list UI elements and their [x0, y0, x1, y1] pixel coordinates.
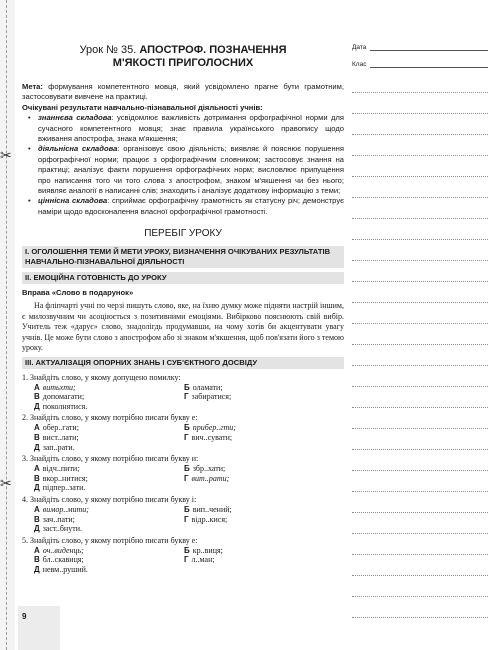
option-letter: Г — [184, 555, 189, 565]
option-word: заст..бнути. — [42, 524, 82, 534]
option-word: кр..виця; — [192, 545, 223, 555]
outcome-text: : організовує свою діяльність; виявляє й пояснює порушення орфографічної норми; працює з орфографічним словником; застосовує знання на практиці; аналізує факти порушення орфографічних норм; висловлює припущення про написання того чи того слова з апострофом, знаком м'якшення чи без нього; виявляє аналогії в написанні слів; знаходить і аналізує додаткову інформацію з теми; — [38, 144, 344, 196]
class-field[interactable] — [352, 61, 488, 68]
note-line[interactable] — [352, 533, 488, 534]
note-line[interactable] — [352, 239, 488, 240]
note-line[interactable] — [352, 617, 488, 618]
option-letter: А — [34, 504, 40, 514]
answer-option[interactable] — [184, 474, 334, 484]
option-word: вип..чений; — [192, 504, 232, 514]
answer-option[interactable] — [34, 392, 184, 402]
option-word: обер..гати; — [42, 423, 79, 433]
note-line[interactable] — [352, 386, 488, 387]
note-line[interactable] — [352, 407, 488, 408]
option-letter: Г — [184, 392, 189, 402]
note-line[interactable] — [352, 113, 488, 114]
answer-option[interactable] — [184, 392, 334, 402]
option-letter: Г — [184, 514, 189, 524]
option-letter: Г — [184, 473, 189, 483]
option-word: л..ман; — [191, 555, 215, 565]
note-line[interactable] — [352, 281, 488, 282]
note-line[interactable] — [352, 302, 488, 303]
answer-option[interactable] — [184, 433, 334, 443]
question-block — [22, 413, 344, 452]
answer-option[interactable] — [184, 423, 334, 433]
option-word: зап..рати. — [42, 442, 75, 452]
outcome-item: • ціннісна складова: сприймає орфографічну грамотність як статусну річ; демонструє наміри щодо вдосконалення власної орфографічної грамотності. — [28, 196, 344, 216]
option-word: вит..рати; — [191, 473, 230, 483]
note-line[interactable] — [352, 470, 488, 471]
page-number: 9 — [22, 612, 27, 621]
lesson-content — [22, 44, 344, 575]
option-letter: А — [34, 423, 40, 433]
option-word: оч..виденць; — [42, 545, 84, 555]
note-line[interactable] — [352, 512, 488, 513]
option-letter: А — [34, 382, 40, 392]
option-word: зач..пати; — [42, 514, 75, 524]
goal-label: Мета: — [22, 82, 43, 91]
option-letter: В — [34, 392, 40, 402]
question-block — [22, 373, 344, 412]
scissors-icon: ✂ — [0, 475, 12, 491]
answer-options — [34, 423, 344, 452]
option-word: вич..сувати; — [191, 432, 233, 442]
section-heading-3: ІІІ. АКТУАЛІЗАЦІЯ ОПОРНИХ ЗНАНЬ І СУБ'ЄКТНОГО ДОСВІДУ — [22, 357, 344, 369]
option-letter: Д — [34, 564, 40, 574]
lesson-title-line2: М'ЯКОСТІ ПРИГОЛОСНИХ — [112, 57, 254, 69]
note-line[interactable] — [352, 92, 488, 93]
answer-option[interactable] — [34, 515, 184, 525]
lesson-number: Урок № 35. — [79, 44, 137, 56]
answer-options — [34, 546, 344, 575]
exercise-text: На фліпчарті учні по черзі пишуть слово, яке, на їхню думку може підняти настрій іншим, є милозвучним чи асоціюється з позитивними емоціями. Вибірково пояснюють свій вибір. Учитель теж «дарує» слово, знадолігдь продумавши, на чому хотів би акцентувати увагу учнів. Це може бути слово з апострофом або зі знаком м'якшення, щоб пов'язати його з темою уроку. — [22, 301, 344, 353]
outcome-label: знаннєва складова — [38, 113, 112, 123]
option-word: вимор..мити; — [42, 504, 89, 514]
question-text: 3. Знайдіть слово, у якому потрібно писати букву и: — [22, 454, 199, 464]
option-word: підпер..зати. — [42, 483, 86, 493]
answer-options — [34, 464, 344, 493]
note-line[interactable] — [352, 365, 488, 366]
option-word: поколнятися. — [42, 401, 88, 411]
option-word: оламати; — [192, 382, 223, 392]
option-word: допомагати; — [42, 392, 85, 402]
note-line[interactable] — [352, 155, 488, 156]
option-letter: В — [34, 555, 40, 565]
note-line[interactable] — [352, 491, 488, 492]
outcome-item: • знаннєва складова: усвідомлює важливість дотримання орфографічної норми для сучасного компетентного мовця; знає правила українського правопису щодо вживання апострофа, знака м'якшення; — [28, 113, 344, 144]
answer-option[interactable] — [34, 524, 184, 534]
note-line[interactable] — [352, 575, 488, 576]
option-word: відч..пити; — [42, 464, 80, 474]
option-letter: Б — [184, 464, 190, 474]
option-word: збр..хати; — [192, 464, 226, 474]
option-letter: Д — [34, 401, 40, 411]
question-text: 1. Знайдіть слово, у якому допущено помилку: — [22, 372, 181, 382]
answer-option[interactable] — [184, 505, 334, 515]
note-line[interactable] — [352, 134, 488, 135]
scissors-icon: ✂ — [0, 147, 12, 163]
answer-option[interactable] — [34, 546, 184, 556]
section-heading-2: ІІ. ЕМОЦІЙНА ГОТОВНІСТЬ ДО УРОКУ — [22, 272, 344, 284]
note-line[interactable] — [352, 428, 488, 429]
option-letter: А — [34, 545, 40, 555]
option-letter: Б — [184, 423, 190, 433]
answer-option[interactable] — [34, 383, 184, 393]
note-line[interactable] — [352, 554, 488, 555]
question-text: 2. Знайдіть слово, у якому потрібно писати букву е: — [22, 413, 198, 423]
option-letter: Д — [34, 442, 40, 452]
option-letter: А — [34, 464, 40, 474]
exercise-title: Вправа «Слово в подарунок» — [22, 287, 134, 297]
answer-option[interactable] — [34, 464, 184, 474]
goal-text: формування компетентного мовця, який усвідомлено прагне бути грамотним, застосовувати вивчене на практиці. — [22, 82, 344, 102]
option-letter: В — [34, 473, 40, 483]
test-questions — [22, 373, 344, 575]
answer-option[interactable] — [34, 474, 184, 484]
lesson-title-line1: АПОСТРОФ. ПОЗНАЧЕННЯ — [139, 44, 287, 56]
answer-option[interactable] — [34, 402, 184, 412]
lesson-flow-heading: ПЕРЕБІГ УРОКУ — [144, 228, 222, 240]
answer-option[interactable] — [34, 565, 184, 575]
option-word: прибер..гти; — [192, 423, 236, 433]
note-line[interactable] — [352, 323, 488, 324]
question-text: 5. Знайдіть слово, у якому потрібно писати букву е: — [22, 535, 198, 545]
class-label: Клас — [352, 61, 367, 68]
outcome-item: • діяльнісна складова: організовує свою діяльність; виявляє й пояснює порушення орфографічної норми; працює з орфографічним словником; застосовує знання на практиці; аналізує факти порушення орфографічних норм; висловлює припущення про написання того чи того слова з апострофом, знаком м'якшення чи без нього; виявляє аналогії в написанні слів; знаходить і аналізує додаткову інформацію з теми; — [28, 144, 344, 196]
note-line[interactable] — [352, 449, 488, 450]
answer-options — [34, 505, 344, 534]
outcome-text: : сприймає орфографічну грамотність як статусну річ; демонструє наміри щодо вдосконалення власної орфографічної грамотності. — [38, 196, 344, 216]
question-text: 4. Знайдіть слово, у якому потрібно писати букву і: — [22, 494, 197, 504]
answer-options — [34, 383, 344, 412]
class-line[interactable] — [370, 61, 488, 68]
answer-option[interactable] — [184, 555, 334, 565]
answer-option[interactable] — [184, 383, 334, 393]
answer-option[interactable] — [34, 433, 184, 443]
option-word: забиратися; — [191, 392, 232, 402]
option-letter: Г — [184, 432, 189, 442]
answer-option[interactable] — [34, 443, 184, 453]
answer-option[interactable] — [34, 555, 184, 565]
lesson-title — [22, 44, 344, 70]
note-line[interactable] — [352, 344, 488, 345]
question-block — [22, 536, 344, 575]
answer-option[interactable] — [34, 423, 184, 433]
side-panel — [352, 44, 488, 78]
option-letter: Б — [184, 504, 190, 514]
option-word: бл..скавиця; — [42, 555, 84, 565]
option-letter: Д — [34, 483, 40, 493]
option-word: відр..кися; — [191, 514, 228, 524]
note-line[interactable] — [352, 197, 488, 198]
section-heading-1: І. ОГОЛОШЕННЯ ТЕМИ Й МЕТИ УРОКУ, ВИЗНАЧЕННЯ ОЧІКУВАНИХ РЕЗУЛЬТАТІВ НАВЧАЛЬНО-ПІЗНАВАЛЬНОЇ ДІЯЛЬНОСТІ — [22, 246, 344, 268]
option-word: невм..руший. — [42, 564, 88, 574]
option-letter: Б — [184, 382, 190, 392]
date-line[interactable] — [370, 44, 488, 51]
option-word: вист..лати; — [42, 432, 79, 442]
question-block — [22, 454, 344, 493]
date-label: Дата — [352, 44, 367, 51]
note-line[interactable] — [352, 596, 488, 597]
answer-option[interactable] — [34, 505, 184, 515]
cut-line — [6, 0, 7, 650]
outcome-label: ціннісна складова — [38, 196, 108, 206]
answer-option[interactable] — [184, 464, 334, 474]
option-word: вкор..нитися; — [42, 473, 88, 483]
note-line[interactable] — [352, 218, 488, 219]
cut-margin — [0, 0, 15, 650]
question-block — [22, 495, 344, 534]
outcome-text: : усвідомлює важливість дотримання орфографічної норми для сучасного компетентного мовця; знає правила українського правопису щодо вживання апострофа, знака м'якшення; — [38, 113, 344, 144]
outcome-label: діяльнісна складова — [38, 144, 118, 154]
option-letter: В — [34, 432, 40, 442]
note-line[interactable] — [352, 176, 488, 177]
answer-option[interactable] — [184, 546, 334, 556]
option-letter: В — [34, 514, 40, 524]
answer-option[interactable] — [34, 483, 184, 493]
lesson-goal — [22, 82, 344, 103]
option-word: витьхти; — [42, 382, 76, 392]
outcomes-heading: Очікувані результати навчально-пізнавальної діяльності учнів: — [22, 102, 263, 112]
option-letter: Б — [184, 545, 190, 555]
option-letter: Д — [34, 524, 40, 534]
answer-option[interactable] — [184, 515, 334, 525]
date-field[interactable] — [352, 44, 488, 51]
note-line[interactable] — [352, 260, 488, 261]
